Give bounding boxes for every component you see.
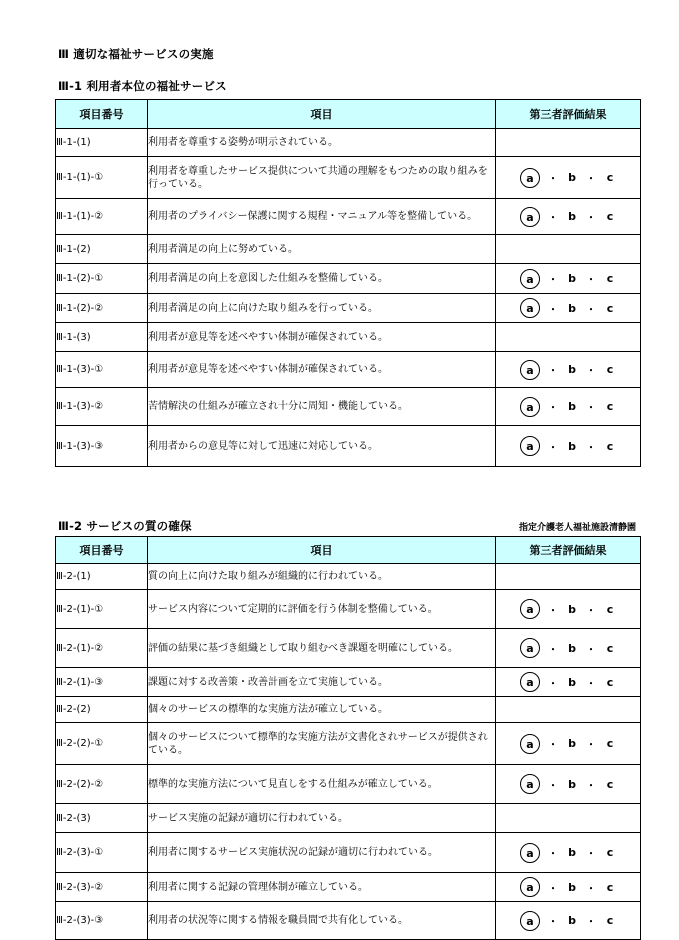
grade-option: b bbox=[568, 400, 576, 413]
grade-separator: ・ bbox=[548, 213, 558, 224]
grade-selector bbox=[520, 672, 616, 692]
table-row bbox=[56, 157, 641, 199]
grade-option: b bbox=[568, 846, 576, 859]
grade-selector bbox=[520, 168, 616, 188]
item-description-cell: 利用者満足の向上を意図した仕組みを整備している。 bbox=[148, 264, 496, 294]
grade-option: c bbox=[606, 439, 614, 453]
item-number-cell: Ⅲ-1-(3)-② bbox=[56, 388, 148, 426]
item-number-cell: Ⅲ-1-(3)-③ bbox=[56, 426, 148, 467]
table-row bbox=[56, 902, 641, 940]
evaluation-result-cell bbox=[496, 564, 641, 590]
evaluation-result-cell bbox=[496, 157, 641, 199]
evaluation-result-cell bbox=[496, 902, 641, 940]
grade-selector bbox=[520, 360, 616, 380]
grade-option-selected: a bbox=[520, 638, 540, 658]
table-row bbox=[56, 129, 641, 157]
table-row bbox=[56, 833, 641, 873]
item-number-cell: Ⅲ-2-(1)-② bbox=[56, 629, 148, 668]
grade-option: c bbox=[606, 363, 614, 376]
grade-separator: ・ bbox=[548, 304, 558, 316]
grade-option: c bbox=[606, 641, 614, 655]
item-description-cell: 苦情解決の仕組みが確立され十分に周知・機能している。 bbox=[148, 388, 496, 426]
table-row bbox=[56, 697, 641, 723]
evaluation-result-cell bbox=[496, 199, 641, 235]
table-row bbox=[56, 426, 641, 467]
table-row bbox=[56, 235, 641, 264]
item-description-cell: 質の向上に向けた取り組みが組織的に行われている。 bbox=[148, 564, 496, 590]
table-row bbox=[56, 590, 641, 629]
item-description-cell: 利用者からの意見等に対して迅速に対応している。 bbox=[148, 426, 496, 467]
item-description-cell: 個々のサービスについて標準的な実施方法が文書化されサービスが提供されている。 bbox=[148, 723, 496, 765]
grade-separator: ・ bbox=[586, 605, 596, 617]
grade-separator: ・ bbox=[586, 849, 596, 860]
grade-option: b bbox=[568, 171, 576, 184]
grade-separator: ・ bbox=[548, 883, 558, 895]
grade-option: c bbox=[606, 272, 614, 285]
grade-option-selected: a bbox=[520, 672, 540, 692]
item-number-cell: Ⅲ-2-(3) bbox=[56, 804, 148, 833]
table-row bbox=[56, 873, 641, 902]
grade-selector bbox=[520, 734, 616, 754]
table-row bbox=[56, 199, 641, 235]
item-description-cell: 利用者の状況等に関する情報を職員間で共有化している。 bbox=[148, 902, 496, 940]
grade-option: c bbox=[606, 914, 614, 927]
header-item-number: 項目番号 bbox=[56, 537, 148, 564]
table-row bbox=[56, 765, 641, 804]
grade-option: b bbox=[568, 272, 576, 285]
grade-separator: ・ bbox=[586, 403, 596, 414]
grade-option: c bbox=[606, 171, 614, 184]
evaluation-result-cell bbox=[496, 294, 641, 323]
item-description-cell: 個々のサービスの標準的な実施方法が確立している。 bbox=[148, 697, 496, 723]
grade-option: b bbox=[568, 914, 576, 927]
grade-option: b bbox=[568, 641, 576, 655]
evaluation-result-cell bbox=[496, 723, 641, 765]
evaluation-result-cell bbox=[496, 833, 641, 873]
grade-separator: ・ bbox=[548, 174, 558, 185]
item-number-cell: Ⅲ-1-(1) bbox=[56, 129, 148, 157]
evaluation-result-cell bbox=[496, 352, 641, 388]
grade-separator: ・ bbox=[548, 366, 558, 377]
item-description-cell: 評価の結果に基づき組織として取り組むべき課題を明確にしている。 bbox=[148, 629, 496, 668]
evaluation-result-cell bbox=[496, 804, 641, 833]
header-item: 項目 bbox=[148, 100, 496, 129]
item-number-cell: Ⅲ-2-(1) bbox=[56, 564, 148, 590]
item-number-cell: Ⅲ-2-(3)-② bbox=[56, 873, 148, 902]
grade-selector bbox=[520, 638, 616, 658]
item-description-cell: 利用者に関するサービス実施状況の記録が適切に行われている。 bbox=[148, 833, 496, 873]
grade-separator: ・ bbox=[586, 174, 596, 185]
grade-separator: ・ bbox=[586, 213, 596, 224]
item-number-cell: Ⅲ-1-(2) bbox=[56, 235, 148, 264]
grade-selector bbox=[520, 298, 616, 318]
grade-option: c bbox=[606, 777, 614, 791]
table-row bbox=[56, 264, 641, 294]
item-description-cell: サービス内容について定期的に評価を行う体制を整備している。 bbox=[148, 590, 496, 629]
item-number-cell: Ⅲ-1-(3) bbox=[56, 323, 148, 352]
item-description-cell: 利用者が意見等を述べやすい体制が確保されている。 bbox=[148, 352, 496, 388]
header-item: 項目 bbox=[148, 537, 496, 564]
grade-option-selected: a bbox=[520, 360, 540, 380]
grade-option: c bbox=[606, 737, 614, 750]
grade-option: b bbox=[568, 439, 576, 453]
section-title: Ⅲ 適切な福祉サービスの実施 bbox=[58, 47, 214, 61]
grade-selector bbox=[520, 269, 616, 289]
grade-separator: ・ bbox=[548, 275, 558, 286]
grade-selector bbox=[520, 877, 616, 897]
table-header-row bbox=[56, 100, 641, 129]
evaluation-result-cell bbox=[496, 264, 641, 294]
grade-separator: ・ bbox=[548, 917, 558, 928]
grade-separator: ・ bbox=[586, 366, 596, 377]
item-description-cell: 課題に対する改善策・改善計画を立て実施している。 bbox=[148, 668, 496, 697]
grade-option: b bbox=[568, 737, 576, 750]
table-header-row bbox=[56, 537, 641, 564]
grade-option-selected: a bbox=[520, 877, 540, 897]
table-row bbox=[56, 352, 641, 388]
item-number-cell: Ⅲ-2-(1)-① bbox=[56, 590, 148, 629]
grade-separator: ・ bbox=[586, 678, 596, 690]
grade-option: b bbox=[568, 210, 576, 223]
item-description-cell: サービス実施の記録が適切に行われている。 bbox=[148, 804, 496, 833]
grade-option-selected: a bbox=[520, 599, 540, 619]
item-number-cell: Ⅲ-1-(1)-② bbox=[56, 199, 148, 235]
evaluation-result-cell bbox=[496, 590, 641, 629]
table-row bbox=[56, 294, 641, 323]
grade-option-selected: a bbox=[520, 207, 540, 227]
grade-separator: ・ bbox=[548, 678, 558, 690]
table-row bbox=[56, 804, 641, 833]
item-number-cell: Ⅲ-2-(2) bbox=[56, 697, 148, 723]
header-result: 第三者評価結果 bbox=[496, 537, 641, 564]
item-description-cell: 利用者に関する記録の管理体制が確立している。 bbox=[148, 873, 496, 902]
item-number-cell: Ⅲ-1-(2)-② bbox=[56, 294, 148, 323]
evaluation-result-cell bbox=[496, 129, 641, 157]
table-row bbox=[56, 388, 641, 426]
grade-separator: ・ bbox=[548, 849, 558, 860]
table-row bbox=[56, 564, 641, 590]
evaluation-result-cell bbox=[496, 697, 641, 723]
grade-separator: ・ bbox=[586, 740, 596, 751]
grade-selector bbox=[520, 843, 616, 863]
table-row bbox=[56, 723, 641, 765]
grade-option: c bbox=[606, 675, 614, 689]
evaluation-table-2 bbox=[55, 536, 641, 940]
grade-selector bbox=[520, 599, 616, 619]
grade-separator: ・ bbox=[548, 605, 558, 617]
grade-option-selected: a bbox=[520, 298, 540, 318]
item-number-cell: Ⅲ-2-(3)-③ bbox=[56, 902, 148, 940]
grade-option-selected: a bbox=[520, 269, 540, 289]
grade-option: b bbox=[568, 777, 576, 791]
evaluation-result-cell bbox=[496, 668, 641, 697]
grade-option-selected: a bbox=[520, 168, 540, 188]
evaluation-result-cell bbox=[496, 323, 641, 352]
item-number-cell: Ⅲ-2-(2)-② bbox=[56, 765, 148, 804]
item-number-cell: Ⅲ-1-(1)-① bbox=[56, 157, 148, 199]
item-description-cell: 標準的な実施方法について見直しをする仕組みが確立している。 bbox=[148, 765, 496, 804]
grade-separator: ・ bbox=[586, 644, 596, 656]
item-number-cell: Ⅲ-2-(1)-③ bbox=[56, 668, 148, 697]
item-description-cell: 利用者のプライバシー保護に関する規程・マニュアル等を整備している。 bbox=[148, 199, 496, 235]
grade-option-selected: a bbox=[520, 734, 540, 754]
table-row bbox=[56, 668, 641, 697]
item-description-cell: 利用者満足の向上に向けた取り組みを行っている。 bbox=[148, 294, 496, 323]
grade-option: c bbox=[606, 846, 614, 859]
grade-selector bbox=[520, 397, 616, 417]
evaluation-result-cell bbox=[496, 629, 641, 668]
grade-separator: ・ bbox=[586, 275, 596, 286]
evaluation-table-1 bbox=[55, 99, 641, 467]
grade-option: b bbox=[568, 301, 576, 315]
grade-separator: ・ bbox=[586, 917, 596, 928]
evaluation-result-cell bbox=[496, 388, 641, 426]
grade-option: c bbox=[606, 602, 614, 616]
item-description-cell: 利用者を尊重する姿勢が明示されている。 bbox=[148, 129, 496, 157]
grade-selector bbox=[520, 911, 616, 931]
item-number-cell: Ⅲ-1-(3)-① bbox=[56, 352, 148, 388]
grade-separator: ・ bbox=[586, 442, 596, 454]
item-description-cell: 利用者満足の向上に努めている。 bbox=[148, 235, 496, 264]
grade-selector bbox=[520, 774, 616, 794]
grade-selector bbox=[520, 436, 616, 456]
grade-separator: ・ bbox=[548, 442, 558, 454]
grade-option: b bbox=[568, 602, 576, 616]
evaluation-result-cell bbox=[496, 235, 641, 264]
grade-separator: ・ bbox=[586, 780, 596, 792]
grade-separator: ・ bbox=[548, 740, 558, 751]
evaluation-result-cell bbox=[496, 765, 641, 804]
grade-separator: ・ bbox=[586, 304, 596, 316]
grade-option: c bbox=[606, 210, 614, 223]
grade-option: b bbox=[568, 363, 576, 376]
grade-option-selected: a bbox=[520, 774, 540, 794]
grade-separator: ・ bbox=[548, 403, 558, 414]
grade-option: c bbox=[606, 301, 614, 315]
table-2-subtitle: Ⅲ-2 サービスの質の確保 bbox=[58, 519, 192, 533]
table-row bbox=[56, 323, 641, 352]
item-description-cell: 利用者が意見等を述べやすい体制が確保されている。 bbox=[148, 323, 496, 352]
evaluation-result-cell bbox=[496, 873, 641, 902]
item-number-cell: Ⅲ-1-(2)-① bbox=[56, 264, 148, 294]
grade-separator: ・ bbox=[548, 780, 558, 792]
grade-option-selected: a bbox=[520, 843, 540, 863]
item-description-cell: 利用者を尊重したサービス提供について共通の理解をもつための取り組みを行っている。 bbox=[148, 157, 496, 199]
table-1-subtitle: Ⅲ-1 利用者本位の福祉サービス bbox=[58, 79, 227, 93]
grade-option: b bbox=[568, 880, 576, 894]
grade-selector bbox=[520, 207, 616, 227]
header-item-number: 項目番号 bbox=[56, 100, 148, 129]
grade-separator: ・ bbox=[548, 644, 558, 656]
grade-option: b bbox=[568, 675, 576, 689]
grade-option-selected: a bbox=[520, 397, 540, 417]
item-number-cell: Ⅲ-2-(2)-① bbox=[56, 723, 148, 765]
header-result: 第三者評価結果 bbox=[496, 100, 641, 129]
grade-option-selected: a bbox=[520, 911, 540, 931]
facility-name: 指定介護老人福祉施設清静園 bbox=[518, 523, 636, 533]
grade-separator: ・ bbox=[586, 883, 596, 895]
evaluation-result-cell bbox=[496, 426, 641, 467]
grade-option: c bbox=[606, 880, 614, 894]
item-number-cell: Ⅲ-2-(3)-① bbox=[56, 833, 148, 873]
table-row bbox=[56, 629, 641, 668]
grade-option: c bbox=[606, 400, 614, 413]
grade-option-selected: a bbox=[520, 436, 540, 456]
